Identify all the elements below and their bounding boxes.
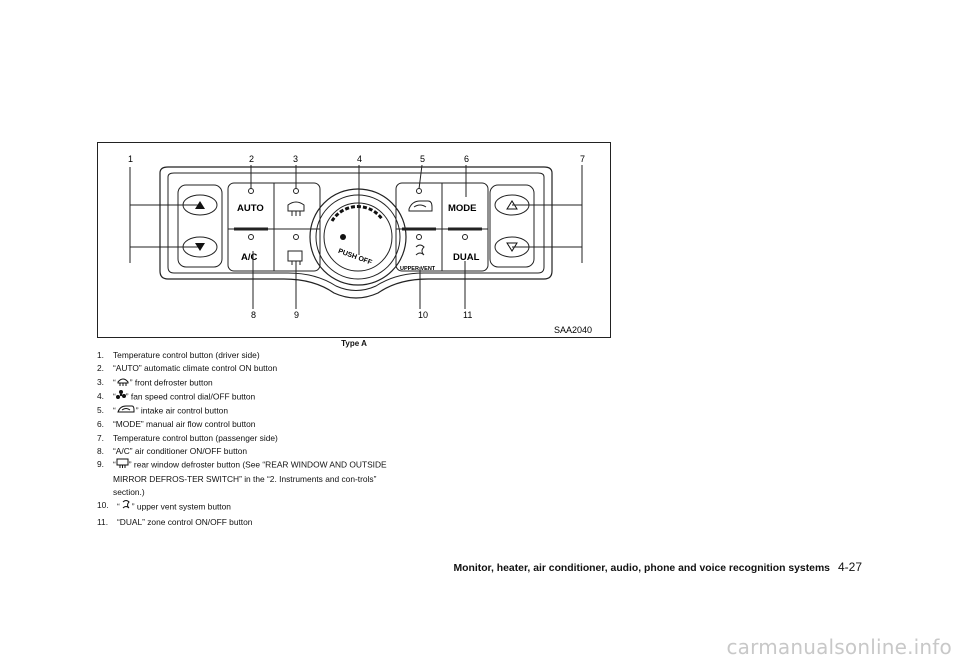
legend-item-text: ” fan speed control dial/OFF button xyxy=(125,391,256,402)
legend-item-text: Temperature control button (passenger side) xyxy=(113,432,278,443)
callout-11: 11 xyxy=(463,310,473,320)
legend-list xyxy=(97,349,397,529)
callout-1: 1 xyxy=(128,154,134,164)
mode-label: MODE xyxy=(448,203,477,214)
legend-item-text: “DUAL” zone control ON/OFF button xyxy=(117,516,253,527)
legend-item-number: 2. xyxy=(97,363,104,374)
legend-item-number: 1. xyxy=(97,350,104,360)
ac-label: A/C xyxy=(241,252,258,263)
legend-item-number: 7. xyxy=(97,432,104,443)
legend-item-quote: “ xyxy=(113,391,116,402)
legend-item-text: ” intake air control button xyxy=(135,405,228,416)
legend-item-text: “MODE” manual air flow control button xyxy=(113,419,256,430)
dual-label: DUAL xyxy=(453,252,480,263)
callout-8: 8 xyxy=(251,310,257,320)
footer-title: Monitor, heater, air conditioner, audio, phone and voice recognition systems xyxy=(453,563,830,574)
upper-vent-label: UPPER VENT xyxy=(400,266,436,272)
watermark: carmanualsonline.info xyxy=(726,635,952,659)
callout-4: 4 xyxy=(357,154,363,164)
legend-item-text: “A/C” air conditioner ON/OFF button xyxy=(113,446,248,457)
legend-item xyxy=(97,499,397,515)
legend-item-text: ” front defroster button xyxy=(129,376,213,387)
fan-icon xyxy=(116,390,126,404)
legend-item xyxy=(97,362,397,375)
callout-7: 7 xyxy=(580,154,586,164)
legend-item xyxy=(97,418,397,431)
legend-item-quote: “ xyxy=(117,501,120,512)
legend-item xyxy=(97,445,397,458)
legend-item xyxy=(97,404,397,418)
legend-item-number: 9. xyxy=(97,459,104,470)
rear-defroster-icon xyxy=(116,458,129,472)
intake-air-icon xyxy=(116,404,136,418)
page-footer xyxy=(454,560,862,574)
legend-item-number: 8. xyxy=(97,446,104,457)
legend-item-quote: “ xyxy=(113,405,116,416)
legend-item xyxy=(97,432,397,445)
legend-item-text: ” upper vent system button xyxy=(131,501,231,512)
legend-item-quote: “ xyxy=(113,376,116,387)
callout-2: 2 xyxy=(249,154,255,164)
climate-panel-diagram xyxy=(98,143,612,339)
callout-9: 9 xyxy=(294,310,300,320)
legend-item-text: “AUTO” automatic climate control ON button xyxy=(113,363,278,374)
legend-item-number: 3. xyxy=(97,376,104,387)
climate-control-figure xyxy=(97,142,611,338)
legend-item xyxy=(97,458,397,499)
push-off-label: PUSH OFF xyxy=(337,247,373,267)
upper-vent-icon xyxy=(120,499,132,515)
legend-item-text: Temperature control button (driver side) xyxy=(113,350,260,360)
legend-item xyxy=(97,376,397,390)
legend-item-number: 5. xyxy=(97,405,104,416)
callout-6: 6 xyxy=(464,154,470,164)
legend-item-number: 11. xyxy=(97,516,109,527)
callout-5: 5 xyxy=(420,154,426,164)
legend-item-quote: “ xyxy=(113,459,116,470)
legend-item-number: 4. xyxy=(97,390,104,401)
legend-item-number: 10. xyxy=(97,500,109,511)
front-defroster-icon xyxy=(116,376,130,390)
legend-item xyxy=(97,516,397,529)
callout-10: 10 xyxy=(418,310,429,320)
page-number: 4-27 xyxy=(837,560,862,574)
legend-item-number: 6. xyxy=(97,419,104,430)
figure-code: SAA2040 xyxy=(554,325,593,335)
callout-3: 3 xyxy=(293,154,299,164)
figure-caption: Type A xyxy=(341,339,367,348)
legend-item xyxy=(97,390,397,404)
auto-label: AUTO xyxy=(237,203,264,214)
legend-item-text: ” rear window defroster button (See “REAR WINDOW AND OUTSIDE MIRROR DEFROS-TER SWITCH” in the “2. Instruments and con-trols” section.) xyxy=(113,459,387,497)
legend-item xyxy=(97,349,397,362)
